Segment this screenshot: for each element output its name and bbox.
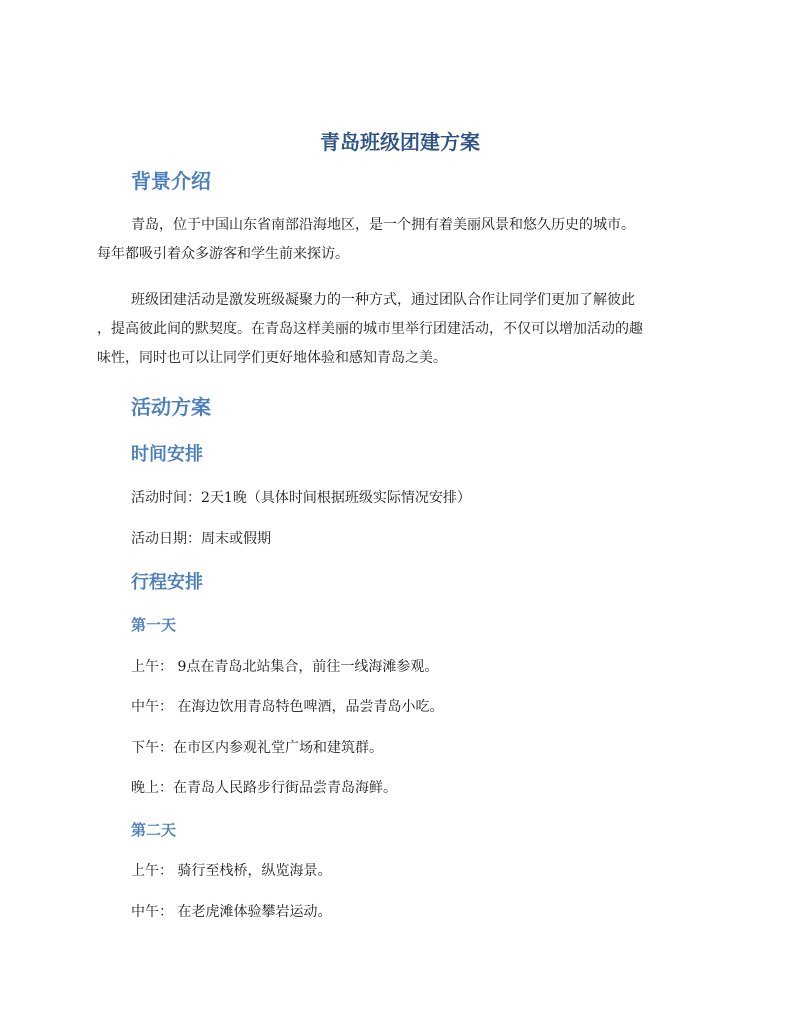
day1-afternoon: 下午：在市区内参观礼堂广场和建筑群。 xyxy=(131,740,383,756)
document-title: 青岛班级团建方案 xyxy=(320,130,480,154)
paragraph-background-2-line-3: 味性，同时也可以让同学们更好地体验和感知青岛之美。 xyxy=(97,350,447,366)
activity-duration: 活动时间：2天1晚（具体时间根据班级实际情况安排） xyxy=(131,490,471,506)
day1-morning: 上午： 9点在青岛北站集合，前往一线海滩参观。 xyxy=(131,659,439,675)
heading-activity-plan: 活动方案 xyxy=(131,395,211,419)
activity-date: 活动日期：周末或假期 xyxy=(131,531,271,547)
day2-morning: 上午： 骑行至栈桥，纵览海景。 xyxy=(131,863,332,879)
heading-itinerary: 行程安排 xyxy=(131,572,203,593)
paragraph-background-1-line-1: 青岛，位于中国山东省南部沿海地区，是一个拥有着美丽风景和悠久历史的城市。 xyxy=(131,217,635,233)
paragraph-background-1-line-2: 每年都吸引着众多游客和学生前来探访。 xyxy=(97,246,349,262)
heading-time-arrangement: 时间安排 xyxy=(131,444,203,465)
paragraph-background-2-line-2: ，提高彼此间的默契度。在青岛这样美丽的城市里举行团建活动，不仅可以增加活动的趣 xyxy=(97,321,643,337)
heading-day-1: 第一天 xyxy=(131,616,177,634)
paragraph-background-2-line-1: 班级团建活动是激发班级凝聚力的一种方式，通过团队合作让同学们更加了解彼此 xyxy=(131,292,635,308)
day2-noon: 中午： 在老虎滩体验攀岩运动。 xyxy=(131,904,332,920)
heading-background: 背景介绍 xyxy=(131,169,211,193)
day1-noon: 中午： 在海边饮用青岛特色啤酒，品尝青岛小吃。 xyxy=(131,699,444,715)
day1-evening: 晚上：在青岛人民路步行街品尝青岛海鲜。 xyxy=(131,780,397,796)
heading-day-2: 第二天 xyxy=(131,821,177,839)
